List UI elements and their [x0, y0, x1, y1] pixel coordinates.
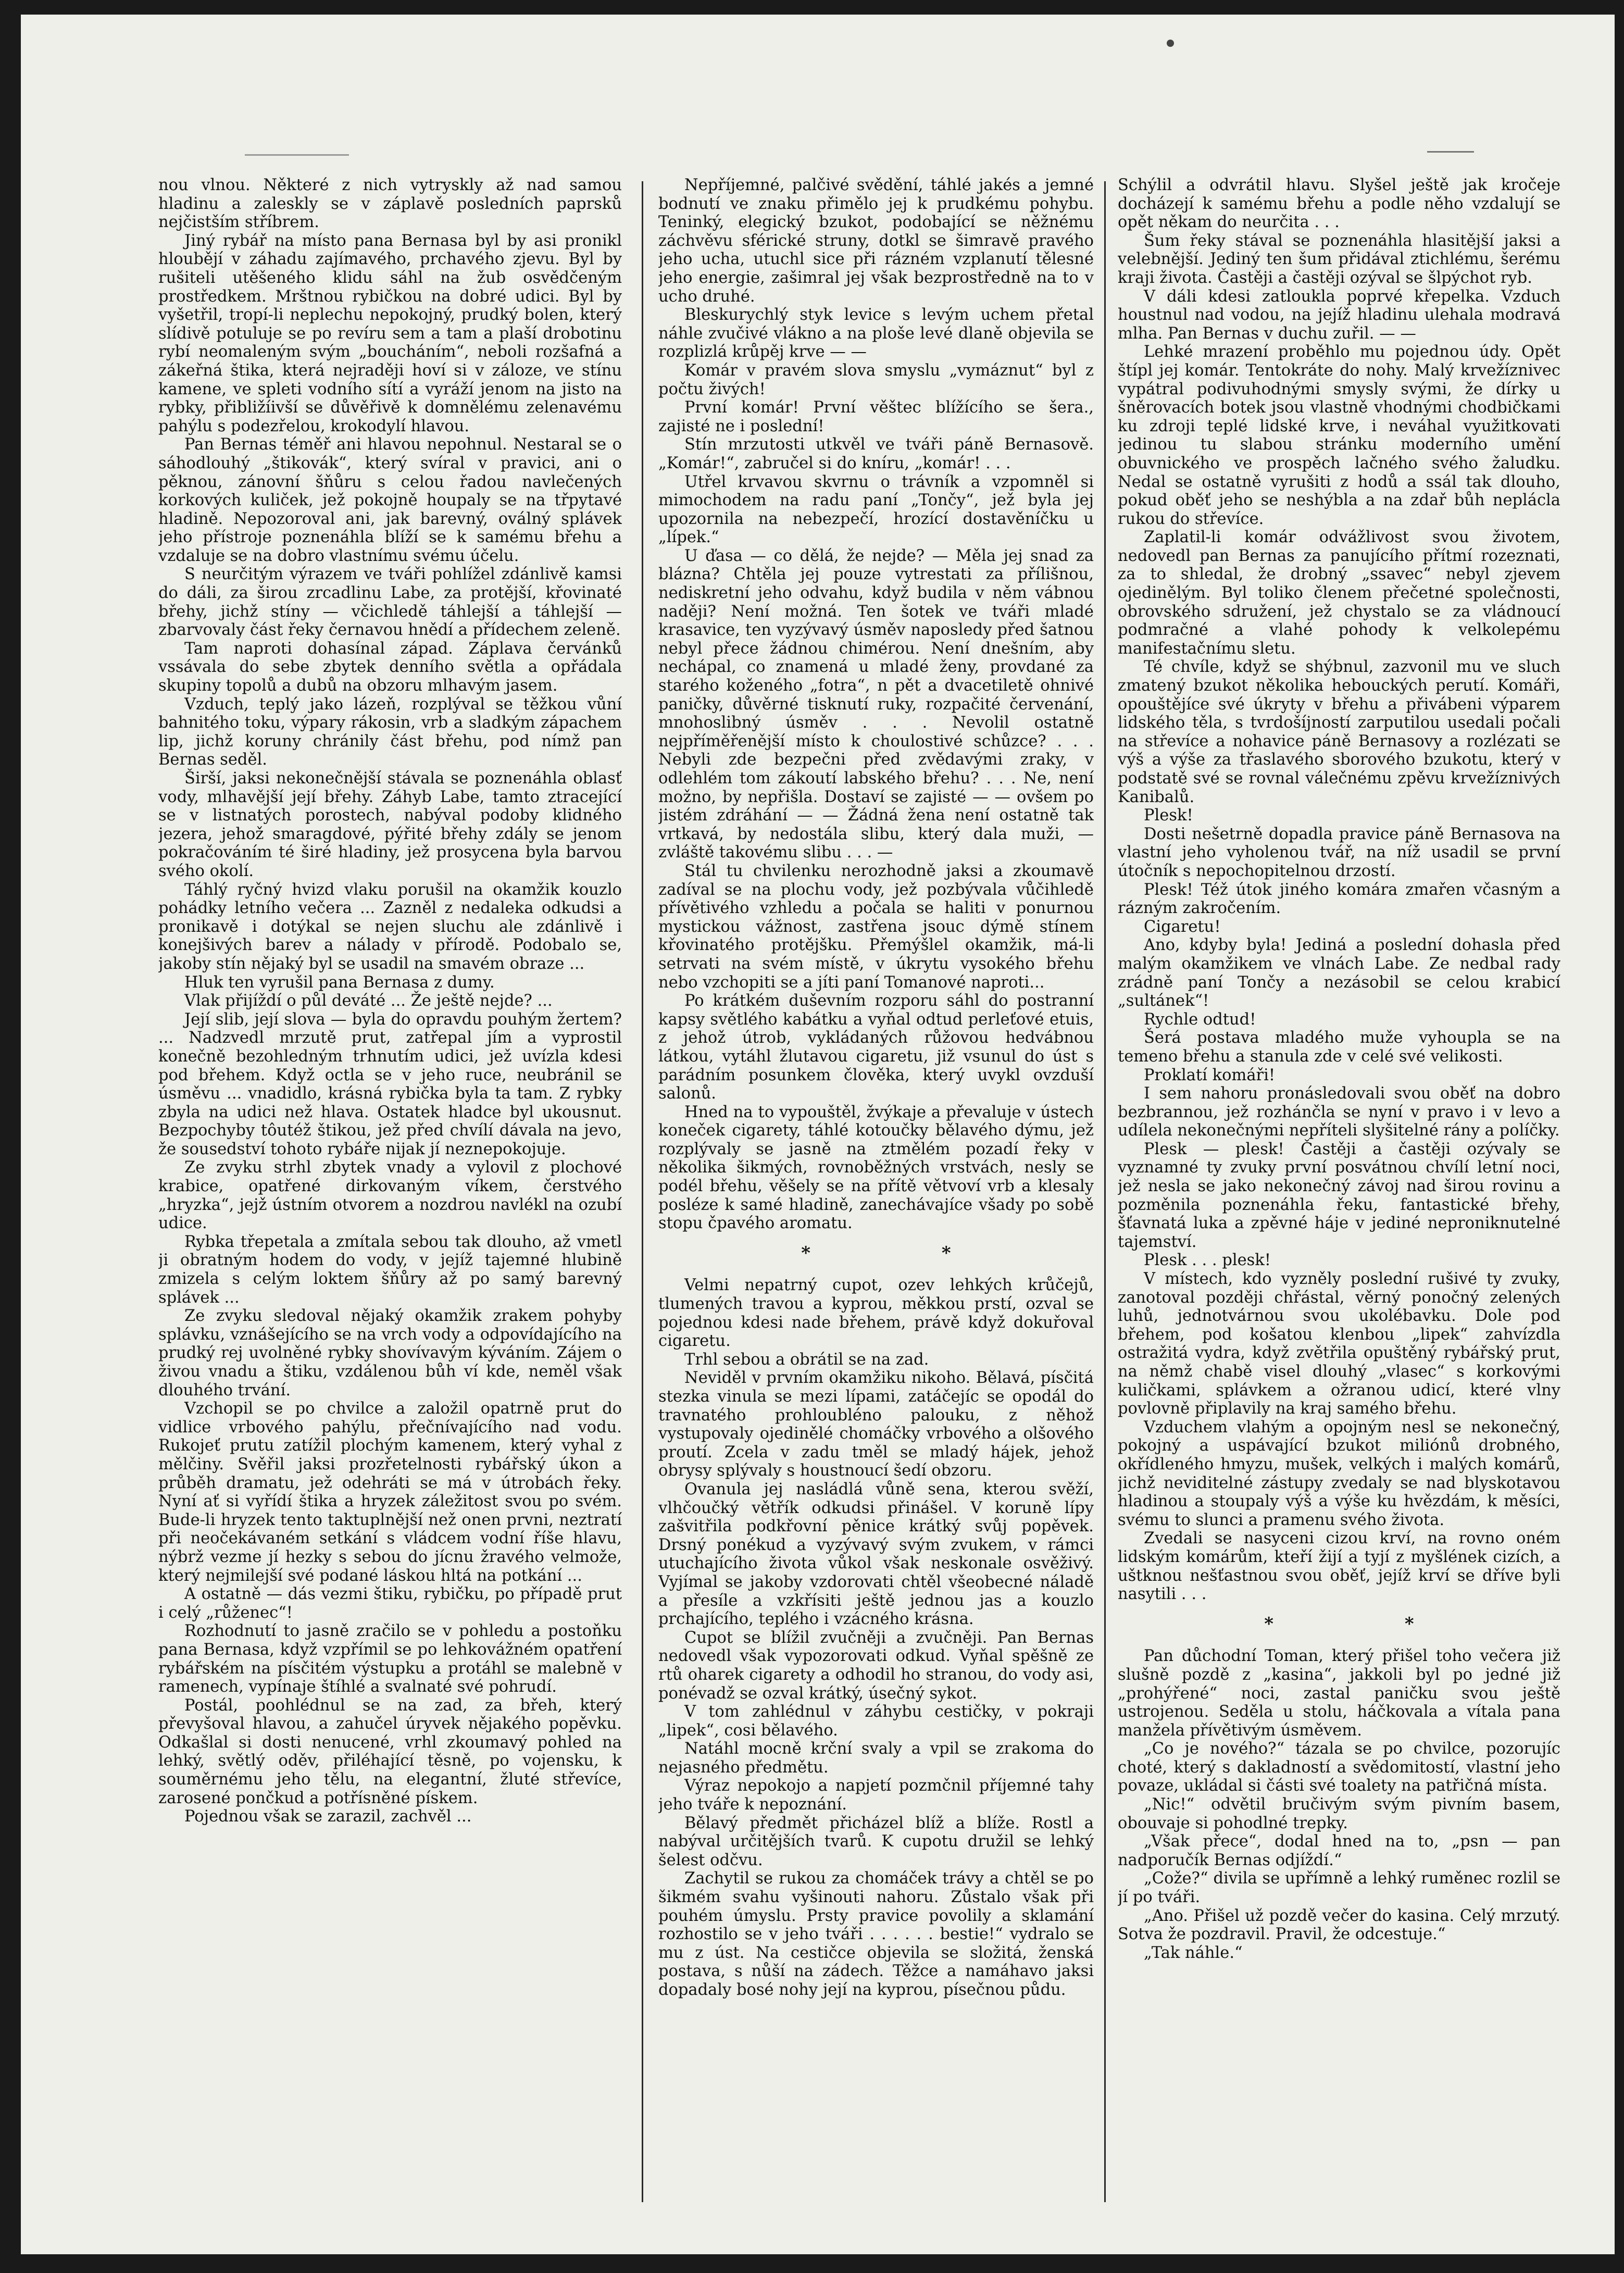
paragraph: V místech, kdo vyzněly poslední rušivé ty zvuky, zanotoval později chřástal, věrný ponočný zelených luhů, jednotvárnou svou ukolébavku. Dole pod břehem, pod košatou klenbou „lipek“ zahvízdla ostražitá vydra, když zvětřila opuštěný rybářský prut, na němž chabě visel dlouhý „vlasec“ s korkovými kuličkami, splávkem a ožranou udicí, které vlny povlovně připlavily na kraj samého břehu. — [1118, 1270, 1560, 1418]
paragraph: Jiný rybář na místo pana Bernasa byl by asi pronikl hloubějí v záhadu zajímavého, prchavého zjevu. Byl by rušiteli utěšeného klidu sáhl na žub osvědčeným prostředkem. Mrštnou rybičkou na dobré udici. Byl by vyšetřil, tropí-li neplechu nepokojný, prudký bolen, který slídivě potuluje se po revíru sem a tam a plaší drobotinu rybí neomaleným svým „boucháním“, neboli rozšafná a zákeřná štika, která nejraději hoví si v záloze, ve stínu kamene, ve spleti vodního sítí a vyráží jenom na jisto na rybky, přibližíivší se důvěřivě k domnělému zelenavému pahýlu s podezřelou, krokodylí hlavou. — [158, 231, 622, 435]
paragraph: Vzchopil se po chvilce a založil opatrně prut do vidlice vrbového pahýlu, přečnívajícího nad vodu. Rukojeť prutu zatížil plochým kamenem, který vyhal z mělčiny. Svěřil jaksi prozřetelnosti rybářský úkon a průběh dramatu, jež odehráti se má v útrobách řeky. Nyní ať si vyřídí štika a hryzek záležitost svou po svém. Bude-li hryzek tento taktuplnější než onen prvni, neztratí při neočekávaném setkání s vládcem vodní říše hlavu, nýbrž vezme jí hezky s sebou do jícnu žravého velmože, který nejmilejší své podané láskou hltá na potkání ... — [158, 1400, 622, 1585]
ink-dot — [1167, 40, 1174, 47]
paragraph: Plesk — plesk! Častěji a častěji ozývaly se vyznamné ty zvuky první posvátnou chvílí letní noci, jež nesla se jako nekonečný závoj nad širou rovinu a pozměnila poznenáhla řeku, fantastické břehy, šťavnatá luka a zpěvné háje v jediné neproniknutelné tajemství. — [1118, 1140, 1560, 1251]
paragraph: Stál tu chvilenku nerozhodně jaksi a zkoumavě zadíval se na plochu vody, jež pozbývala vůčihledě přívětivého vzhledu a počala se haliti v ponurnou mystickou vážnost, zastřena jsouc dýmě stínem křovinatého protějšku. Přemýšlel okamžik, má-li setrvati na svém místě, v úkrytu vysokého břehu nebo vzchopiti se a jíti paní Tomanové naproti... — [658, 861, 1094, 992]
header-rule-left — [245, 154, 349, 156]
paragraph: Ano, kdyby byla! Jediná a poslední dohasla před malým okamžikem ve vlnách Labe. Ze nedbal rady zrádně paní Tončy a nezásobil se celou krabicí „sultánek“! — [1118, 936, 1560, 1010]
paragraph: „Tak náhle.“ — [1144, 1943, 1243, 1962]
paragraph: Dosti nešetrně dopadla pravice páně Bernasova na vlastní jeho vyholenou tvář, na níž usadil se první útočník s nepochopitelnou drzostí. — [1118, 825, 1560, 880]
header-rule-right — [1427, 151, 1474, 153]
paragraph: Pan důchodní Toman, který přišel toho večera již slušně pozdě z „kasina“, jakkoli byl po jedné již „prohýřené“ noci, zastal paničku svou ještě ustrojenou. Seděla u stolu, háčkovala a vítala pana manžela přívětivým úsměvem. — [1118, 1647, 1560, 1740]
paragraph: Tam naproti dohasínal západ. Záplava červánků vssávala do sebe zbytek denního světla a opřádala skupiny topolů a dubů na obzoru mlhavým jasem. — [158, 639, 622, 695]
paragraph: Utřel krvavou skvrnu o trávník a vzpomněl si mimochodem na radu paní „Tončy“, jež byla jej upozornila na nebezpečí, hrozící dostavěníčku u „lípek.“ — [658, 472, 1094, 547]
text-column-1 — [158, 176, 622, 2218]
section-break: * * — [801, 1242, 1014, 1264]
paragraph: Nepříjemné, palčivé svědění, táhlé jakés a jemné bodnutí ve znaku přimělo jej k prudkému pohybu. Teninký, elegický bzukot, podobající se něžnému záchvěvu sférické struny, dotkl se šimravě pravého jeho ucha, utuchl sice při rázném vzplanutí tělesné jeho energie, zašimral jej však bezprostředně na to v ucho druhé. — [658, 176, 1094, 306]
paragraph: Komár v pravém slova smyslu „vymáznut“ byl z počtu živých! — [658, 361, 1094, 398]
column-rule-2 — [1104, 181, 1106, 2202]
paragraph: Táhlý ryčný hvizd vlaku porušil na okamžik kouzlo pohádky letního večera ... Zazněl z nedaleka odkudsi a pronikavě i dotýkal se nejen sluchu ale zdánlivě i konejšivých barev a nálady v přírodě. Podobalo se, jakoby stín nějaký byl se usadil na smavém obraze ... — [158, 880, 622, 973]
paragraph: S neurčitým výrazem ve tváři pohlížel zdánlivě kamsi do dáli, za širou zrcadlinu Labe, za protější, křovinaté břehy, jichž stíny — včichledě táhlejší a táhlejší — zbarvovaly část řeky černavou hnědí a přídechem zeleně. — [158, 565, 622, 640]
paragraph: Vzduch, teplý jako lázeň, rozplýval se těžkou vůní bahnitého toku, výpary rákosin, vrb a sladkým zápachem lip, jichž koruny chránily část břehu, pod nímž pan Bernas seděl. — [158, 695, 622, 769]
paragraph: Rozhodnutí to jasně zračilo se v pohledu a postoňku pana Bernasa, když vzpřímil se po lehkovážném opatření rybářském na písčitém výstupku a protáhl se malebně v ramenech, vypínaje štíhlé a svalnaté své pohrudí. — [158, 1622, 622, 1696]
paragraph: Její slib, její slova — byla do opravdu pouhým žertem? ... Nadzvedl mrzutě prut, zatřepal jím a vyprostil konečně bezohledným trhnutím udici, jež uvízla kdesi pod břehem. Když octla se v jeho ruce, neubránil se úsměvu ... vnadidlo, krásná rybička byla ta tam. Z rybky zbyla na udici než hlava. Ostatek hladce byl ukousnut. Bezpochyby tôutéž štikou, jež před chvílí dávala na jevo, že sousedství tohoto rybáře nijak jí neznepokojuje. — [158, 1010, 622, 1158]
paragraph: Vzduchem vlahým a opojným nesl se nekonečný, pokojný a uspávající bzukot miliónů drobného, okřídleného hmyzu, mušek, velkých i malých komárů, jichž neviditelné zástupy zvedaly se nad blyskotavou hladinou a stoupaly výš a výše ku hvězdám, k měsíci, svému to slunci a pramenu svého života. — [1118, 1418, 1560, 1529]
paragraph: Lehké mrazení proběhlo mu pojednou údy. Opět štípl jej komár. Tentokráte do nohy. Malý krvežíznivec vypátral podivuhodnými smysly svými, že dírky u šněrovacích botek jsou vlastně vhodnými chodbičkami ku zdroji teplé lidské krve, i neváhal využitkovati jedinou tu slabou stránku moderního umění obuvnického ve prospěch lačného svého žaludku. Nedal se ostatně vyrušiti z hodů a ssál tak dlouho, pokud oběť jeho se neshýbla a na zdař bůh neplácla rukou do střevíce. — [1118, 343, 1560, 528]
paragraph: Ze zvyku strhl zbytek vnady a vylovil z plochové krabice, opatřené dirkovaným víkem, čerstvého „hryzka“, jejž ústním otvorem a nozdrou navlékl na ozubí udice. — [158, 1158, 622, 1233]
paragraph: „Ano. Přišel už pozdě večer do kasina. Celý mrzutý. Sotva že pozdravil. Pravil, že odcestuje.“ — [1118, 1906, 1560, 1944]
paragraph: Plesk . . . plesk! — [1144, 1251, 1271, 1270]
section-break: * * — [1264, 1613, 1477, 1634]
paragraph: „Co je nového?“ tázala se po chvilce, pozorujíc choté, který s dakladností a svědomitostí, vlastní jeho povaze, ukládal si části své toalety na patřičná místa. — [1118, 1740, 1560, 1795]
paragraph: Pojednou však se zarazil, zachvěl ... — [184, 1807, 472, 1826]
paragraph: Cupot se blížil zvučněji a zvučněji. Pan Bernas nedovedl však vypozorovati odkud. Vyňal spěšně ze rtů oharek cigarety a odhodil ho stranou, do vody asi, ponévadž se ozval krátký, úsečný sykot. — [658, 1628, 1094, 1703]
paragraph: Neviděl v prvním okamžiku nikoho. Bělavá, písčitá stezka vinula se mezi lípami, zatáčejíc se opodál do travnatého prohloubléno palouku, z něhož vystupovaly ojedinělé chomáčky vrbového a olšového proutí. Zcela v zadu tměl se mladý hájek, jehož obrysy splývaly s houstnoucí šedí obzoru. — [658, 1369, 1094, 1480]
paragraph: V tom zahlédnul v záhybu cestičky, v pokraji „lipek“, cosi bělavého. — [658, 1703, 1094, 1740]
paragraph: Plesk! Též útok jiného komára zmařen včasným a rázným zakročením. — [1118, 880, 1560, 918]
paragraph: I sem nahoru pronásledovali svou oběť na dobro bezbrannou, jež rozhánčla se nyní v pravo i v levo a udílela nekonečnými nepříteli slyšitelné rány a políčky. — [1118, 1084, 1560, 1140]
paragraph: Velmi nepatrný cupot, ozev lehkých krůčejů, tlumených travou a kyprou, měkkou prstí, ozval se pojednou kdesi nade břehem, právě když dokuřoval cigaretu. — [658, 1276, 1094, 1351]
paragraph: Po krátkém duševním rozporu sáhl do postranní kapsy světlého kabátku a vyňal odtud perleťové etuis, z jehož útrob, vykládaných růžovou hedvábnou látkou, vytáhl žlutavou cigaretu, již vsunul do úst s parádním posunkem člověka, který uvykl ovzduší salonů. — [658, 992, 1094, 1103]
paragraph: Širší, jaksi nekonečnější stávala se poznenáhla oblasť vody, mlhavější její břehy. Záhyb Labe, tamto ztracející se v listnatých porostech, nabýval podoby klidného jezera, jehož smaragdové, pýřité břehy zdály se jenom pokračováním té širé hladiny, jež prosycena byla barvou svého okolí. — [158, 769, 622, 880]
paragraph: Schýlil a odvrátil hlavu. Slyšel ještě jak kročeje docházejí k samému břehu a podle něho vzdalují se opět někam do neurčita . . . — [1118, 176, 1560, 232]
paragraph: Ze zvyku sledoval nějaký okamžik zrakem pohyby splávku, vznášejícího se na vrch vody a odpovídajícího na prudký rej uvolněné rybky shovívavým kýváním. Zájem o živou vnadu a štiku, vzdálenou bůh ví kde, neměl však dlouhého trvání. — [158, 1307, 622, 1400]
paragraph: U ďasa — co dělá, že nejde? — Měla jej snad za blázna? Chtěla jej pouze vytrestati za přílišnou, nediskretní jeho odvahu, když budila v něm vábnou naději? Není možná. Ten šotek ve tváři mladé krasavice, ten vyzývavý úsměv naposledy před šatnou nebyl přece žádnou chimérou. Není dnešním, aby nechápal, co znamená u mladé ženy, provdané za starého koženého „fotra“, n pět a dvacetiletě ohnivé paničky, důvěrné tisknutí ruky, rozpačité červenání, mnohoslibný úsměv . . . Nevolil ostatně nejpříměřenější místo k choulostivé schůzce? . . . Nebyli zde bezpečni před zvědavými zraky, v odlehlém tom zákoutí labského břehu? . . . Ne, není možno, by nepřišla. Dostaví se zajisté — — ovšem po jistém zdráhání — — Žádná žena není ostatně tak vrtkavá, by nedostála slibu, který dala muži, — zvláště takovému slibu . . . — — [658, 546, 1094, 862]
paragraph: První komár! První věštec blížícího se šera., zajisté ne i poslední! — [658, 398, 1094, 435]
paragraph: „Nic!“ odvětil bručivým svým pivním basem, obouvaje si pohodlné trepky. — [1118, 1795, 1560, 1832]
paragraph: V dáli kdesi zatloukla poprvé křepelka. Vzduch houstnul nad vodou, na jejíž hladinu ulehala modravá mlha. Pan Bernas v duchu zuřil. — — — [1118, 287, 1560, 343]
paragraph: Bělavý předmět přicházel blíž a blíže. Rostl a nabýval určitějších tvarů. K cupotu družil se lehký šelest odčvu. — [658, 1814, 1094, 1869]
paragraph: Zachytil se rukou za chomáček trávy a chtěl se po šikmém svahu vyšinouti nahoru. Zůstalo však při pouhém úmyslu. Prsty pravice povolily a sklamání rozhostilo se v jeho tváři . . . . . . bestie!“ vydralo se mu z úst. Na cestičce objevila se složitá, ženská postava, s nůší na zádech. Těžce a namáhavo jaksi dopadaly bosé nohy její na kyprou, písečnou půdu. — [658, 1869, 1094, 1999]
text-column-2 — [658, 176, 1094, 2218]
paragraph: Rybka třepetala a zmítala sebou tak dlouho, až vmetl ji obratným hodem do vody, v jejíž tajemné hlubině zmizela s celým loktem šňůry až po samý barevný splávek ... — [158, 1232, 622, 1307]
paragraph: Vlak přijíždí o půl deváté ... Že ještě nejde? ... — [184, 992, 553, 1010]
paragraph: Natáhl mocně krční svaly a vpil se zrakoma do nejasného předmětu. — [658, 1740, 1094, 1777]
column-rule-1 — [642, 181, 643, 2202]
paragraph: Výraz nepokojo a napjetí pozmčnil příjemné tahy jeho tváře k nepoznání. — [658, 1777, 1094, 1814]
paragraph: Hluk ten vyrušil pana Bernasa z dumy. — [184, 973, 495, 992]
paragraph: Pan Bernas téměř ani hlavou nepohnul. Nestaral se o sáhodlouhý „štikovák“, který svíral v pravici, ani o pěknou, zánovní šňůru s celou řadou navlečených korkových kuliček, jež pokojně houpaly se na třpytavé hladině. Nepozoroval ani, jak barevný, oválný splávek jeho přístroje poznenáhla blíží se k samému břehu a vzdaluje se na dobro vlastnímu svému účelu. — [158, 435, 622, 565]
paragraph: Zaplatil-li komár odvážlivost svou životem, nedovedl pan Bernas za panujícího přítmí rozeznati, za to shledal, že drobný „ssavec“ nebyl zjevem ojedinělým. Byl toliko členem přečetné společnosti, obrovského sdružení, jež chystalo se za vládnoucí podmračné a vlahé pohody k velkolepému manifestačnímu sletu. — [1118, 528, 1560, 658]
paragraph: Šum řeky stával se poznenáhla hlasitější jaksi a velebnější. Jediný ten šum přidával ztichlému, šerému kraji života. Častěji a častěji ozýval se šlpýchot ryb. — [1118, 231, 1560, 287]
paragraph: Ovanula jej nasládlá vůně sena, kterou svěží, vlhčoučký větřík odkudsi přinášel. V koruně lípy zašvitřila podkřovní pěnice krátký svůj popěvek. Drsný ponékud a vyzývavý svým zvukem, v rámci utuchajícího života vůkol však neskonale osvěživý. Vyjímal se jakoby vzdorovati chtěl všeobecné náladě a přesíle a vzkřísiti ještě jednou jas a kouzlo prchajícího, teplého i vzácného krásna. — [658, 1480, 1094, 1629]
paragraph: Cigaretu! — [1144, 917, 1221, 936]
paragraph: Rychle odtud! — [1144, 1010, 1256, 1029]
newspaper-page — [21, 15, 1615, 2254]
paragraph: Stín mrzutosti utkvěl ve tváři páně Bernasově. „Komár!“, zabručel si do kníru, „komár! . . . — [658, 435, 1094, 472]
paragraph: Postál, poohlédnul se na zad, za břeh, který převyšoval hlavou, a zahučel úryvek nějakého popěvku. Odkašlal si dosti nenucené, vrhl zkoumavý pohled na lehký, světlý oděv, přiléhající těsně, po vojensku, k souměrnému jeho tělu, na elegantní, žluté střevíce, zarosené pončkud a potřísněné pískem. — [158, 1696, 622, 1807]
paragraph: Šerá postava mladého muže vyhoupla se na temeno břehu a stanula zde v celé své velikosti. — [1118, 1029, 1560, 1066]
paragraph: Té chvíle, když se shýbnul, zazvonil mu ve sluch zmatený bzukot několika hebouckých perutí. Komáři, opouštějíce své úkryty v břehu a přivábeni výparem lidského těla, s tvrdošíjností zarputilou usedali počali na střevíce a nohavice páně Bernasovy a rozlézati se výš a výše za třaslavého sborového bzukotu, který v podstatě své se rovnal válečnému zpěvu krvežíznivých Kanibalů. — [1118, 658, 1560, 806]
paragraph: Zvedali se nasyceni cizou krví, na rovno oném lidským komárům, kteří žijí a tyjí z myšlének cizích, a uštknou nešťastnou svou oběť, jejíž krví se dříve byli nasytili . . . — [1118, 1529, 1560, 1604]
paragraph: „Však přece“, dodal hned na to, „psn — pan nadporučík Bernas odjíždí.“ — [1118, 1832, 1560, 1869]
paragraph: A ostatně — dás vezmi štiku, rybičku, po případě prut i celý „růženec“! — [158, 1585, 622, 1622]
paragraph: Plesk! — [1144, 806, 1193, 825]
paragraph: nou vlnou. Některé z nich vytryskly až nad samou hladinu a zaleskly se v záplavě posledních paprsků nejčistším stříbrem. — [158, 176, 622, 232]
text-column-3 — [1118, 176, 1560, 2218]
paragraph: Hned na to vypouštěl, žvýkaje a převaluje v ústech koneček cigarety, táhlé kotoučky bělavého dýmu, jež rozplývaly se jasně na ztmělém pozadí řeky v několika šikmých, rovnoběžných vrstvách, nesly se podél břehu, věšely se na přítě větvoví vrb a klesaly posléze k samé hladině, zanechávajíce všady po sobě stopu čpavého aromatu. — [658, 1103, 1094, 1233]
paragraph: Proklatí komáři! — [1144, 1066, 1276, 1084]
paragraph: Bleskurychlý styk levice s levým uchem přetal náhle zvučivé vlákno a na ploše levé dlaně objevila se rozplizlá krůpěj krve — — — [658, 306, 1094, 361]
paragraph: „Cože?“ divila se upřímně a lehký ruměnec rozlil se jí po tváři. — [1118, 1869, 1560, 1907]
paragraph: Trhl sebou a obrátil se na zad. — [684, 1350, 929, 1369]
